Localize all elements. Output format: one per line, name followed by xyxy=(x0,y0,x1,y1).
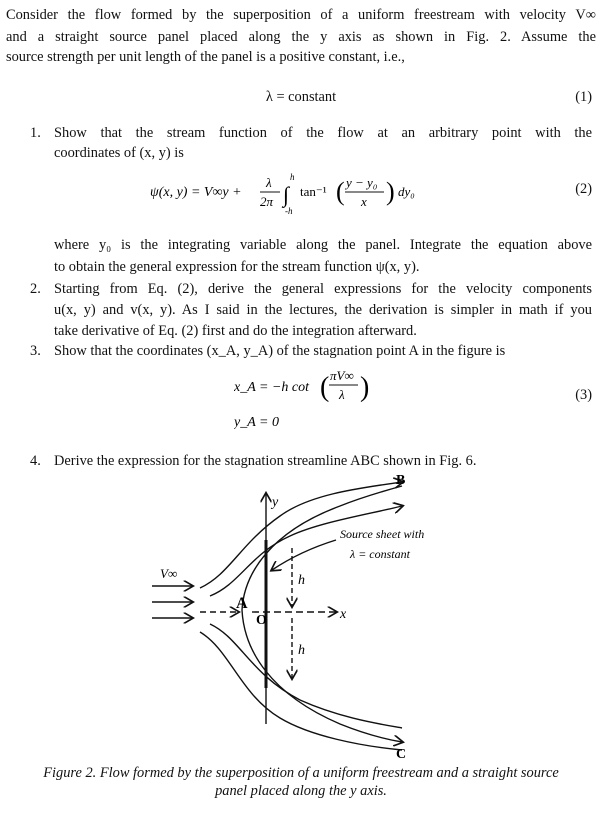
item-1-line-1: Show that the stream function of the flow at an arbitrary point with the xyxy=(54,125,592,141)
equation-3-number: (3) xyxy=(575,387,592,403)
item-4-line-1: Derive the expression for the stagnation streamline ABC shown in Fig. 6. xyxy=(54,453,477,469)
equation-3-right-paren: ) xyxy=(360,372,370,403)
item-2-line-3: take derivative of Eq. (2) first and do the integration afterward. xyxy=(54,323,417,339)
equation-1-number: (1) xyxy=(575,89,592,105)
half-length-lower-label: h xyxy=(298,643,305,658)
equation-3-ya: y_A = 0 xyxy=(234,415,279,430)
item-3-line-1: Show that the coordinates (x_A, y_A) of the stagnation point A in the figure is xyxy=(54,343,506,359)
point-B-label: B xyxy=(396,474,406,488)
half-length-upper-label: h xyxy=(298,573,305,588)
item-3-number: 3. xyxy=(30,343,41,359)
item-1-after-line-2: to obtain the general expression for the stream function ψ(x, y). xyxy=(54,259,420,275)
figure-caption-line-1: Figure 2. Flow formed by the superposition of a uniform freestream and a straight source xyxy=(43,765,559,781)
equation-2-number: (2) xyxy=(575,181,592,197)
item-4-number: 4. xyxy=(30,453,41,469)
item-2-line-1: Starting from Eq. (2), derive the general expressions for the velocity components xyxy=(54,281,592,297)
equation-2-tan: tan⁻¹ xyxy=(300,184,327,199)
equation-2-graphic xyxy=(150,172,450,216)
equation-2-lambda: λ xyxy=(266,175,272,190)
x-axis-label: x xyxy=(340,607,347,622)
equation-2-denominator: x xyxy=(361,194,367,209)
item-1-number: 1. xyxy=(30,125,41,141)
figure-2-sketch xyxy=(140,474,470,760)
equation-2-integral: ∫ xyxy=(283,182,290,207)
equation-2-left-paren: ( xyxy=(336,177,345,206)
equation-2-numerator: y − y₀ xyxy=(346,175,378,190)
equation-2-lhs: ψ(x, y) = V∞y + xyxy=(150,185,242,200)
equation-2 xyxy=(150,172,450,216)
source-note-line-2: λ = constant xyxy=(350,547,410,561)
equation-2-dy0: dy₀ xyxy=(398,184,415,199)
point-A-label: A xyxy=(236,595,248,612)
point-C-label: C xyxy=(396,747,407,760)
intro-line-3: source strength per unit length of the panel is a positive constant, i.e., xyxy=(6,49,405,65)
intro-line-1: Consider the flow formed by the superposition of a uniform freestream with velocity V∞ xyxy=(6,7,596,23)
equation-2-2pi: 2π xyxy=(260,194,274,209)
item-1-line-2: coordinates of (x, y) is xyxy=(54,145,184,161)
equation-3-graphic xyxy=(234,366,374,432)
intro-line-2: and a straight source panel placed along the y axis as shown in Fig. 2. Assume the xyxy=(6,29,596,45)
equation-2-upper-limit: h xyxy=(290,172,295,182)
freestream-velocity-label: V∞ xyxy=(160,566,178,581)
note-pointer xyxy=(272,540,336,570)
figure-2 xyxy=(140,474,470,760)
equation-3 xyxy=(234,366,374,432)
item-2-line-2: u(x, y) and v(x, y). As I said in the lectures, the derivation is simpler in math if you xyxy=(54,302,592,318)
equation-3-xa: x_A = −h cot xyxy=(234,380,310,395)
y-axis-label: y xyxy=(272,495,279,510)
source-note-line-1: Source sheet with xyxy=(340,527,425,541)
equation-3-left-paren: ( xyxy=(320,372,330,403)
item-2-number: 2. xyxy=(30,281,41,297)
equation-2-lower-limit: -h xyxy=(285,206,293,216)
figure-caption-line-2: panel placed along the y axis. xyxy=(215,783,387,799)
equation-3-numerator: πV∞ xyxy=(330,368,354,383)
equation-3-denominator: λ xyxy=(339,387,345,402)
equation-2-right-paren: ) xyxy=(386,177,395,206)
item-1-after-line-1: where y₀ is the integrating variable along the panel. Integrate the equation above xyxy=(54,237,592,253)
origin-label: O xyxy=(256,613,267,628)
equation-1: λ = constant xyxy=(265,89,337,105)
